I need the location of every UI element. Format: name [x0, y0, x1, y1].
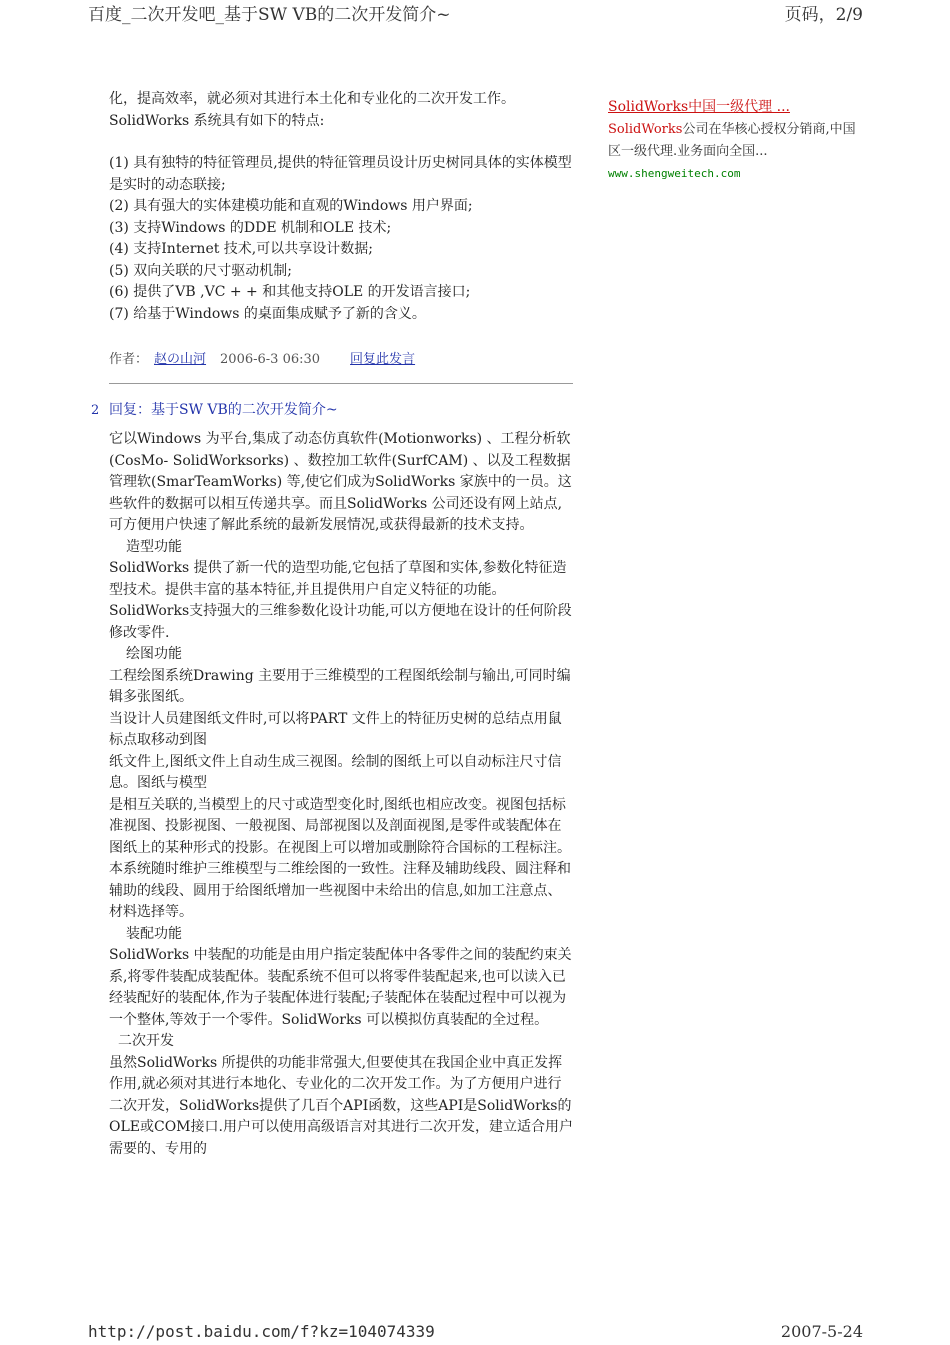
feature-item: (1) 具有独特的特征管理员,提供的特征管理员设计历史树同具体的实体模型是实时的动态联接; — [109, 155, 572, 193]
post2-heading — [91, 400, 573, 422]
feature-item: (3) 支持Windows 的DDE 机制和OLE 技术; — [109, 219, 392, 236]
page-header-title: 百度_二次开发吧_基于SW VB的二次开发简介~ — [88, 5, 451, 25]
feature-item: (5) 双向关联的尺寸驱动机制; — [109, 262, 292, 279]
ad-description-text: 公司在华核心授权分销商,中国区一级代理.业务面向全国... — [608, 122, 856, 159]
section-heading: 造型功能 — [126, 538, 182, 555]
page-number: 页码，2/9 — [784, 5, 863, 25]
section-heading: 装配功能 — [126, 925, 182, 942]
divider — [109, 383, 573, 384]
section-heading: 绘图功能 — [126, 646, 182, 662]
paragraph: 虽然SolidWorks 所提供的功能非常强大,但要使其在我国企业中真正发挥作用,就必须对其进行本地化、专业化的二次开发工作。为了方便用户进行二次开发，SolidWorks提供了几百个API函数，这些API是SolidWorks的OLE或COM接口.用户可以使用高级语言对其进行二次开发，建立适合用户需要的、专用的 — [109, 1054, 573, 1157]
ad-description — [608, 119, 868, 163]
author-link[interactable]: 赵の山河 — [154, 352, 207, 367]
feature-item: (7) 给基于Windows 的桌面集成赋予了新的含义。 — [109, 305, 426, 322]
author-label: 作者： — [109, 352, 149, 367]
paragraph: SolidWorks 提供了新一代的造型功能,它包括了草图和实体,参数化特征造型技术。提供丰富的基本特征,并且提供用户自定义特征的功能。SolidWorks支持强大的三维参数化设计功能,可以方便地在设计的任何阶段修改零件. — [109, 560, 572, 641]
ad-brand: SolidWorks — [608, 122, 683, 137]
post2-title: 回复：基于SW VB的二次开发简介~ — [109, 401, 338, 418]
paragraph: 当设计人员建图纸文件时,可以将PART 文件上的特征历史树的总结点用鼠标点取移动到图 — [109, 710, 562, 748]
post-number: 2 — [91, 402, 100, 418]
thread-content — [91, 89, 573, 1160]
post-date: 2006-6-3 06:30 — [220, 352, 321, 367]
feature-item: (4) 支持Internet 技术,可以共享设计数据; — [109, 241, 373, 257]
feature-item: (6) 提供了VB ,VC + + 和其他支持OLE 的开发语言接口; — [109, 284, 471, 300]
paragraph: 纸文件上,图纸文件上自动生成三视图。绘制的图纸上可以自动标注尺寸信息。图纸与模型 — [109, 753, 562, 791]
paragraph: SolidWorks 中装配的功能是由用户指定装配体中各零件之间的装配约束关系,将零件装配成装配体。装配系统不但可以将零件装配起来,也可以读入已经装配好的装配体,作为子装配体进行装配;子装配体在装配过程中可以视为一个整体,等效于一个零件。SolidWorks 可以模拟仿真装配的全过程。 — [109, 947, 572, 1028]
reply-link[interactable]: 回复此发言 — [350, 352, 416, 367]
paragraph: 工程绘图系统Drawing 主要用于三维模型的工程图纸绘制与输出,可同时编辑多张图纸。 — [109, 667, 571, 705]
section-heading: 二次开发 — [118, 1033, 174, 1049]
post1-line: SolidWorks 系统具有如下的特点: — [109, 112, 325, 129]
post-meta — [109, 349, 573, 371]
page-url: http://post.baidu.com/f?kz=104074339 — [88, 1322, 435, 1341]
post1-line: 化，提高效率，就必须对其进行本土化和专业化的二次开发工作。 — [109, 91, 515, 107]
feature-item: (2) 具有强大的实体建模功能和直观的Windows 用户界面; — [109, 198, 473, 214]
paragraph: 是相互关联的,当模型上的尺寸或造型变化时,图纸也相应改变。视图包括标准视图、投影视图、一般视图、局部视图以及剖面视图,是零件或装配体在图纸上的某种形式的投影。在视图上可以增加或删除符合国标的工程标注。本系统随时维护三维模型与二维绘图的一致性。注释及辅助线段、圆注释和辅助的线段、圆用于给图纸增加一些视图中未给出的信息,如加工注意点、材料选择等。 — [109, 796, 571, 920]
print-date: 2007-5-24 — [780, 1322, 863, 1341]
sponsored-ad — [608, 97, 868, 180]
ad-url[interactable]: www.shengweitech.com — [608, 167, 741, 180]
ad-title-link[interactable]: SolidWorks中国一级代理 ... — [608, 99, 790, 115]
paragraph: 它以Windows 为平台,集成了动态仿真软件(Motionworks) 、工程分析软(CosMo- SolidWorksorks) 、数控加工软件(SurfCAM) 、以及工程数据管理软(SmarTeamWorks) 等,使它们成为SolidWorks 家族中的一员。这些软件的数据可以相互传递共享。而且SolidWorks 公司还设有网上站点,可方便用户快速了解此系统的最新发展情况,或获得最新的技术支持。 — [109, 431, 572, 533]
